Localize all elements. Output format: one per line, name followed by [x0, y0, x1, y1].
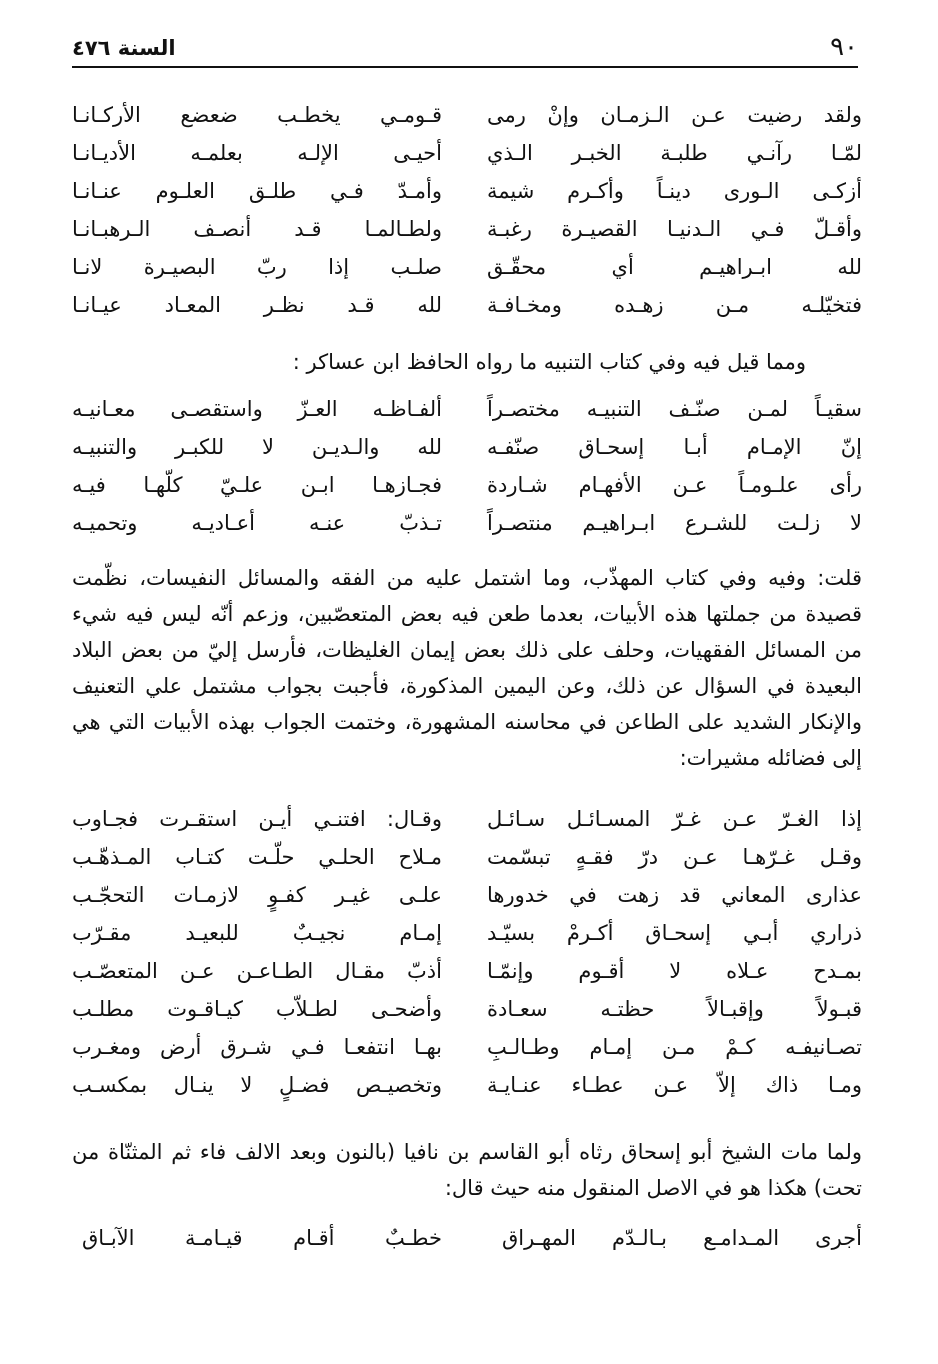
elegy-verse — [72, 1218, 862, 1258]
hemistich-first: فتخيّلـه مـن زهـده ومخـافـة — [487, 293, 862, 317]
hemistich-second: صلـب إذا ربّ البصيـرة لانـا — [72, 255, 442, 279]
poem-1 — [72, 96, 862, 324]
hemistich-first: وقـل غـرّهـا عـن درّ فقـهٍ تبسّمت — [487, 845, 862, 869]
hemistich-second: علـى غيـر كفـوٍ لازمـات التحجّـب — [72, 883, 442, 907]
verse — [72, 286, 862, 324]
verse — [72, 248, 862, 286]
page-header — [72, 30, 858, 68]
verse — [72, 390, 862, 428]
verse — [72, 172, 862, 210]
hemistich-second: بهـا انتفعـا فـي شـرق أرض ومغـرب — [72, 1035, 442, 1059]
verse — [72, 914, 862, 952]
verse — [72, 210, 862, 248]
intro-tanbih: ومما قيل فيه وفي كتاب التنبيه ما رواه الحافظ ابن عساكر : — [292, 350, 806, 374]
page-number: ٩٠ — [830, 32, 858, 62]
hemistich-second: إمـام نجيـبٌ للبعيـد مقـرّب — [72, 921, 442, 945]
verse — [72, 876, 862, 914]
hemistich-first: سقيـاً لمـن صنّـف التنبيـه مختصـراً — [487, 397, 862, 421]
hemistich-second: أحيـى الإلـه بعلمـه الأديـانـا — [72, 141, 442, 165]
hemistich-second: ولطـالمـا قـد أنصـف الـرهبـانـا — [72, 217, 442, 241]
hemistich-second: أذبّ مقـال الطـاعـن عـن المتعصّـب — [72, 959, 442, 983]
verse — [72, 466, 862, 504]
paragraph-death: ولما مات الشيخ أبو إسحاق رثاه أبو القاسم بن نافيا (بالنون وبعد الالف فاء ثم المثنّاة من تحت) هكذا هو في الاصل المنقول منه حيث قال: — [72, 1140, 862, 1200]
hemistich-first: عذارى المعاني قد زهت في خدورها — [487, 883, 862, 907]
hemistich-first: ذراري أبـي إسحـاق أكـرمْ بسيّـد — [487, 921, 862, 945]
hemistich-first: أجرى المـدامـع بـالـدّم المهـراق — [502, 1226, 862, 1250]
hemistich-second: فجـازهـا ابـن علـيّ كلّهـا فيـه — [72, 473, 442, 497]
hemistich-second: مـلاح الحلـي حلّـت كتـاب المـذهّـب — [72, 845, 442, 869]
verse — [72, 800, 862, 838]
verse — [72, 990, 862, 1028]
verse — [72, 838, 862, 876]
verse — [72, 504, 862, 542]
hemistich-first: بمـدح عـلاه لا أقـوم وإنمّـا — [487, 959, 862, 983]
verse — [72, 134, 862, 172]
hemistich-first: لا زلـت للشـرع ابـراهيـم منتصـراً — [487, 511, 862, 535]
hemistich-second: وقـال: افتنـي أيـن استقـرت فجـاوب — [72, 807, 442, 831]
hemistich-first: أزكـى الـورى دينـاً وأكـرم شيمة — [487, 179, 862, 203]
verse — [72, 428, 862, 466]
hemistich-second: وأمـدّ فـي طلـق العلـوم عنـانـا — [72, 179, 442, 203]
hemistich-second: لله والـديـن لا للكبـر والتنبيـه — [72, 435, 442, 459]
verse — [72, 1028, 862, 1066]
poem-2 — [72, 390, 862, 542]
poem-3 — [72, 800, 862, 1104]
verse — [72, 1066, 862, 1104]
hemistich-second: ألفـاظـه العـزّ واستقصـى معـانيـه — [72, 397, 442, 421]
hemistich-first: قبـولاً وإقبـالاً حظتـه سعـادة — [487, 997, 862, 1021]
hemistich-second: وأضحـى لطـلاّب كيـاقـوت مطلـب — [72, 997, 442, 1021]
hemistich-first: تصـانيفـه كـمْ مـن إمـام وطـالـبِ — [487, 1035, 862, 1059]
verse — [72, 952, 862, 990]
hemistich-first: إذا الغـرّ عـن غـرّ المسـائـل سـائـل — [487, 807, 862, 831]
hemistich-second: قـومـي يخطـب ضعضع الأركـانـا — [72, 103, 442, 127]
hemistich-first: ومـا ذاك إلاّ عـن عطـاء عنـايـة — [487, 1073, 862, 1097]
hemistich-second: خطـبٌ أقـام قيـامـة الآبـاق — [82, 1226, 442, 1250]
hemistich-first: إنّ الإمـام أبـا إسحـاق صنّفـه — [487, 435, 862, 459]
paragraph-qult: قلت: وفيه وفي كتاب المهذّب، وما اشتمل عليه من الفقه والمسائل النفيسات، نظّمت قصيدة من جملتها هذه الأبيات، بعدما طعن فيه بعض المتعصّبين، وزعم أنّه ليس فيه شيء من المسائل الفقهيات، وحلف على ذلك بعض إيمان الغليظات، فأرسل إليّ من بعض البلاد البعيدة في السؤال عن ذلك، وعن اليمين المذكورة، فأجبت بجواب مشتمل علي التعنيف والإنكار الشديد على الطاعن في محاسنه المشهورة، وختمت الجواب بهذه الأبيات التي هي إلى فضائله مشيرات: — [72, 566, 862, 770]
hemistich-second: لله قـد نظـر المعـاد عيـانـا — [72, 293, 442, 317]
hemistich-first: لمّـا رآنـي طلبـة الخبـر الـذي — [487, 141, 862, 165]
hemistich-first: وأقـلّ فـي الـدنيـا القصيـرة رغبـة — [487, 217, 862, 241]
hemistich-second: تـذبّ عنـه أعـاديـه وتحميـه — [72, 511, 442, 535]
hemistich-first: رأى علـومـاً عـن الأفهـام شـاردة — [487, 473, 862, 497]
verse — [72, 96, 862, 134]
hemistich-first: ولقد رضيت عـن الـزمـان وإنْ رمى — [487, 103, 862, 127]
running-head-year: السنة ٤٧٦ — [72, 36, 176, 60]
hemistich-first: لله ابـراهيـم أي محقّـق — [487, 255, 862, 279]
hemistich-second: وتخصيـص فضـلٍ لا ينـال بمكسـب — [72, 1073, 442, 1097]
